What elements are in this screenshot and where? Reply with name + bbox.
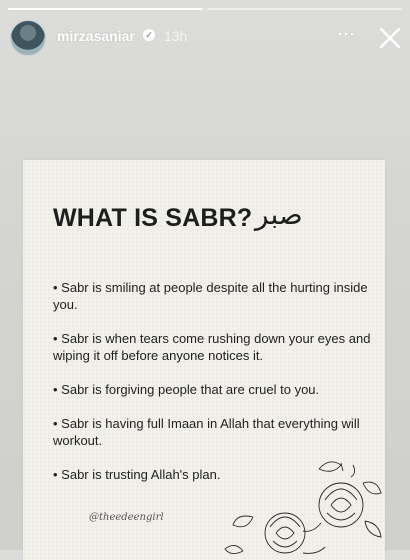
verified-badge-icon: ✓: [143, 29, 155, 41]
more-options-icon[interactable]: ⋯: [337, 24, 356, 44]
list-item: • Sabr is when tears come rushing down your eyes and wiping it off before anyone notices it.: [53, 331, 371, 363]
list-item: • Sabr is forgiving people that are cruel to you.: [53, 382, 320, 397]
username[interactable]: mirzasaniar: [57, 28, 135, 44]
list-item: • Sabr is trusting Allah's plan.: [53, 467, 221, 482]
story-progress-bar: [8, 8, 402, 10]
list-item: • Sabr is having full Imaan in Allah that everything will workout.: [53, 416, 360, 448]
arabic-word: صبر: [255, 198, 303, 231]
story-timestamp: 13h: [164, 28, 188, 44]
progress-segment: [207, 8, 402, 10]
list-item: • Sabr is smiling at people despite all the hurting inside you.: [53, 280, 368, 312]
creator-handle: @theedeengirl: [89, 512, 164, 523]
story-header: [0, 16, 410, 60]
story-content-card: [23, 160, 385, 560]
avatar[interactable]: [10, 20, 46, 56]
progress-segment: [8, 8, 203, 10]
card-title: WHAT IS SABR?: [53, 204, 253, 232]
rose-illustration: [203, 455, 385, 560]
close-icon[interactable]: [378, 26, 402, 50]
